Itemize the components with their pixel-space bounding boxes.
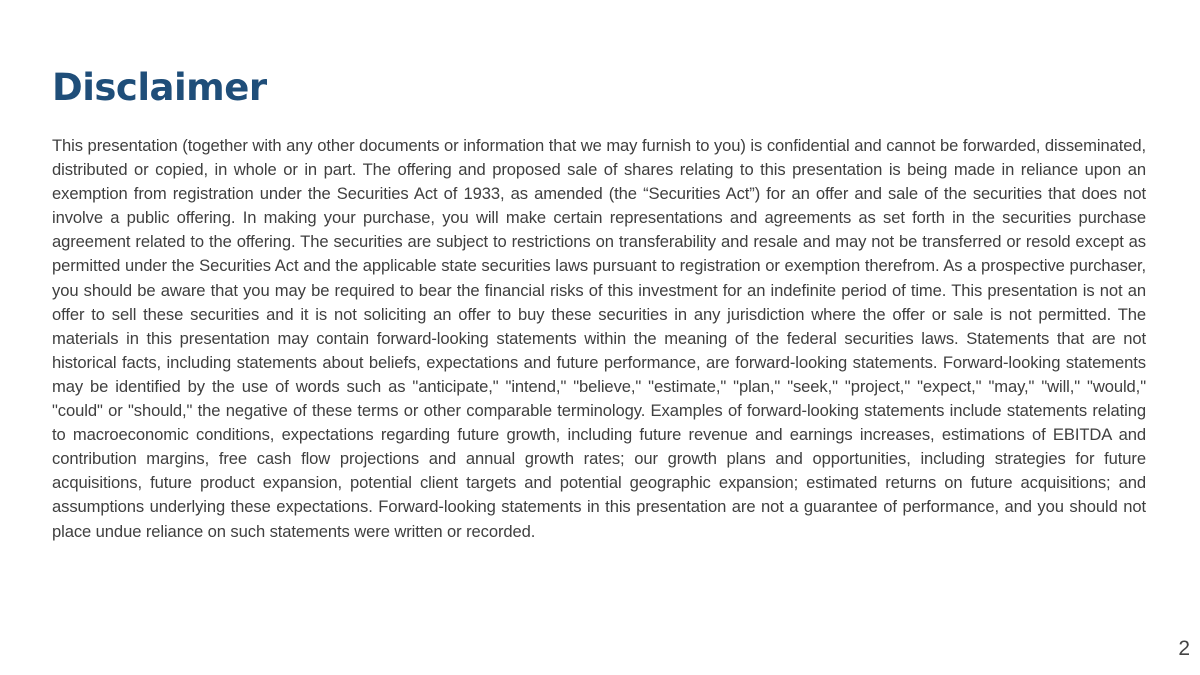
slide-title: Disclaimer (52, 66, 267, 109)
disclaimer-body: This presentation (together with any other documents or information that we may furnish to you) is confidential and cannot be forwarded, disseminated, distributed or copied, in whole or in part. The offering and proposed sale of shares relating to this presentation is being made in reliance upon an exemption from registration under the Securities Act of 1933, as amended (the “Securities Act”) for an offer and sale of the securities that does not involve a public offering. In making your purchase, you will make certain representations and agreements as set forth in the securities purchase agreement related to the offering. The securities are subject to restrictions on transferability and resale and may not be transferred or resold except as permitted under the Securities Act and the applicable state securities laws pursuant to registration or exemption therefrom. As a prospective purchaser, you should be aware that you may be required to bear the financial risks of this investment for an indefinite period of time. This presentation is not an offer to sell these securities and it is not soliciting an offer to buy these securities in any jurisdiction where the offer or sale is not permitted. The materials in this presentation may contain forward-looking statements within the meaning of the federal securities laws. Statements that are not historical facts, including statements about beliefs, expectations and future performance, are forward-looking statements. Forward-looking statements may be identified by the use of words such as "anticipate," "intend," "believe," "estimate," "plan," "seek," "project," "expect," "may," "will," "would," "could" or "should," the negative of these terms or other comparable terminology. Examples of forward-looking statements include statements relating to macroeconomic conditions, expectations regarding future growth, including future revenue and earnings increases, estimations of EBITDA and contribution margins, free cash flow projections and annual growth rates; our growth plans and opportunities, including strategies for future acquisitions, future product expansion, potential client targets and potential geographic expansion; estimated returns on future acquisitions; and assumptions underlying these expectations. Forward-looking statements in this presentation are not a guarantee of performance, and you should not place undue reliance on such statements were written or recorded. (52, 136, 1146, 541)
page-number: 2 (1178, 637, 1190, 660)
